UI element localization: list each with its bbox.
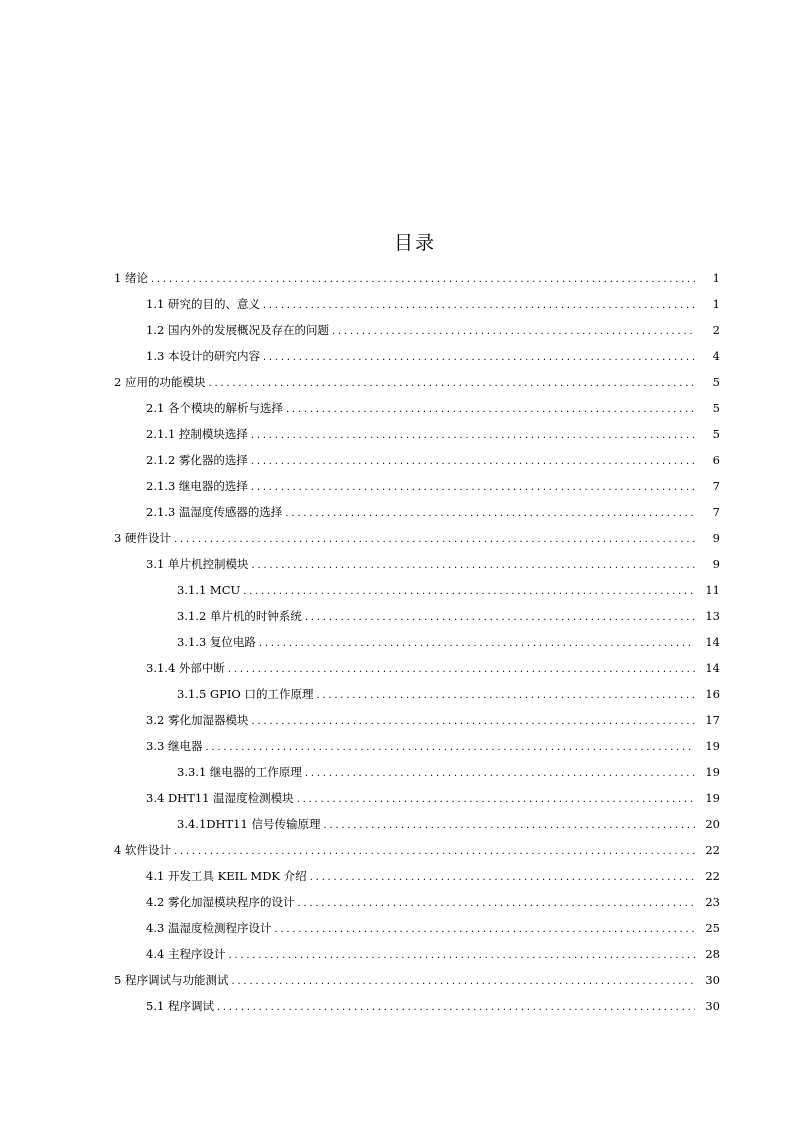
toc-entry-label: 3.3 继电器 — [146, 739, 203, 753]
toc-entry-label: 2.1.1 控制模块选择 — [146, 427, 248, 441]
toc-dot-leader — [263, 293, 695, 319]
toc-dot-leader — [251, 709, 695, 735]
toc-entry-label: 2.1.3 温湿度传感器的选择 — [146, 505, 283, 519]
toc-entry-page-number: 17 — [705, 713, 720, 727]
toc-dot-leader — [285, 501, 695, 527]
toc-entry-label: 5 程序调试与功能测试 — [114, 973, 229, 987]
toc-dot-leader — [228, 943, 695, 969]
toc-entry-page-number: 19 — [705, 739, 720, 753]
toc-entry-label: 3.4.1DHT11 信号传输原理 — [177, 817, 321, 831]
toc-entry-page-number: 19 — [705, 765, 720, 779]
toc-entry[interactable] — [114, 421, 720, 447]
toc-entry-page-number: 14 — [705, 661, 720, 675]
toc-entry[interactable] — [114, 265, 720, 291]
toc-entry-page-number: 5 — [712, 375, 720, 389]
toc-dot-leader — [259, 631, 695, 657]
toc-entry-label: 3 硬件设计 — [114, 531, 171, 545]
toc-dot-leader — [228, 657, 695, 683]
toc-entry[interactable] — [114, 395, 720, 421]
toc-entry-page-number: 2 — [712, 323, 720, 337]
toc-entry[interactable] — [114, 785, 720, 811]
table-of-contents — [114, 265, 720, 1019]
toc-dot-leader — [205, 735, 695, 761]
toc-entry-label: 3.1.5 GPIO 口的工作原理 — [177, 687, 314, 701]
toc-entry-page-number: 14 — [705, 635, 720, 649]
toc-entry-label: 1.3 本设计的研究内容 — [146, 349, 260, 363]
toc-entry-page-number: 9 — [712, 557, 720, 571]
toc-dot-leader — [151, 267, 695, 293]
toc-entry-page-number: 16 — [705, 687, 720, 701]
toc-entry-page-number: 11 — [705, 583, 720, 597]
toc-title: 目录 — [393, 232, 436, 254]
toc-entry[interactable] — [114, 499, 720, 525]
toc-entry[interactable] — [114, 889, 720, 915]
toc-entry-label: 3.2 雾化加湿器模块 — [146, 713, 249, 727]
toc-dot-leader — [251, 423, 695, 449]
toc-dot-leader — [251, 553, 695, 579]
toc-entry[interactable] — [114, 317, 720, 343]
toc-entry-page-number: 22 — [705, 869, 720, 883]
toc-entry-label: 4.1 开发工具 KEIL MDK 介绍 — [146, 869, 307, 883]
toc-entry-label: 4.2 雾化加湿模块程序的设计 — [146, 895, 295, 909]
toc-entry-page-number: 9 — [712, 531, 720, 545]
toc-entry-label: 4.4 主程序设计 — [146, 947, 226, 961]
toc-entry-page-number: 7 — [712, 505, 720, 519]
toc-entry-label: 2.1.3 继电器的选择 — [146, 479, 248, 493]
toc-entry-label: 3.3.1 继电器的工作原理 — [177, 765, 302, 779]
toc-entry[interactable] — [114, 343, 720, 369]
toc-entry[interactable] — [114, 941, 720, 967]
toc-entry-label: 2.1 各个模块的解析与选择 — [146, 401, 283, 415]
toc-dot-leader — [305, 605, 695, 631]
toc-dot-leader — [297, 891, 695, 917]
toc-entry-page-number: 30 — [705, 999, 720, 1013]
toc-entry-page-number: 25 — [705, 921, 720, 935]
toc-entry-label: 4 软件设计 — [114, 843, 171, 857]
toc-entry-label: 3.1.3 复位电路 — [177, 635, 256, 649]
toc-entry-page-number: 4 — [712, 349, 720, 363]
toc-entry-label: 1 绪论 — [114, 271, 148, 285]
toc-entry-page-number: 20 — [705, 817, 720, 831]
toc-dot-leader — [251, 475, 695, 501]
toc-entry-page-number: 22 — [705, 843, 720, 857]
toc-entry-label: 3.1.2 单片机的时钟系统 — [177, 609, 302, 623]
toc-entry-label: 4.3 温湿度检测程序设计 — [146, 921, 272, 935]
toc-dot-leader — [274, 917, 695, 943]
toc-entry-label: 1.2 国内外的发展概况及存在的问题 — [146, 323, 329, 337]
toc-entry-label: 3.1.1 MCU — [177, 583, 241, 597]
toc-entry-page-number: 30 — [705, 973, 720, 987]
toc-entry[interactable] — [114, 837, 720, 863]
toc-entry-label: 2 应用的功能模块 — [114, 375, 206, 389]
toc-entry[interactable] — [114, 369, 720, 395]
toc-entry[interactable] — [114, 447, 720, 473]
toc-dot-leader — [310, 865, 695, 891]
toc-entry[interactable] — [114, 603, 720, 629]
toc-entry-page-number: 5 — [712, 427, 720, 441]
toc-entry-page-number: 19 — [705, 791, 720, 805]
toc-dot-leader — [316, 683, 695, 709]
toc-dot-leader — [174, 839, 695, 865]
toc-entry-label: 5.1 程序调试 — [146, 999, 214, 1013]
toc-dot-leader — [243, 579, 695, 605]
toc-dot-leader — [217, 995, 695, 1021]
toc-entry[interactable] — [114, 291, 720, 317]
toc-dot-leader — [332, 319, 695, 345]
toc-entry-page-number: 13 — [705, 609, 720, 623]
toc-dot-leader — [286, 397, 695, 423]
toc-entry-label: 3.4 DHT11 温湿度检测模块 — [146, 791, 294, 805]
toc-entry-page-number: 7 — [712, 479, 720, 493]
toc-entry-label: 3.1.4 外部中断 — [146, 661, 225, 675]
toc-entry[interactable] — [114, 525, 720, 551]
toc-entry[interactable] — [114, 993, 720, 1019]
toc-dot-leader — [323, 813, 695, 839]
toc-entry[interactable] — [114, 707, 720, 733]
toc-entry[interactable] — [114, 473, 720, 499]
toc-entry[interactable] — [114, 863, 720, 889]
toc-entry[interactable] — [114, 629, 720, 655]
toc-entry-label: 1.1 研究的目的、意义 — [146, 297, 260, 311]
toc-entry-page-number: 6 — [712, 453, 720, 467]
toc-entry-page-number: 5 — [712, 401, 720, 415]
toc-entry[interactable] — [114, 655, 720, 681]
toc-entry[interactable] — [114, 811, 720, 837]
toc-entry[interactable] — [114, 551, 720, 577]
toc-dot-leader — [305, 761, 695, 787]
toc-entry-page-number: 1 — [712, 297, 720, 311]
toc-dot-leader — [231, 969, 695, 995]
toc-dot-leader — [263, 345, 695, 371]
toc-entry-page-number: 1 — [712, 271, 720, 285]
toc-entry[interactable] — [114, 577, 720, 603]
toc-entry-page-number: 28 — [705, 947, 720, 961]
toc-dot-leader — [251, 449, 695, 475]
toc-entry[interactable] — [114, 967, 720, 993]
toc-entry-page-number: 23 — [705, 895, 720, 909]
toc-entry[interactable] — [114, 733, 720, 759]
toc-dot-leader — [297, 787, 695, 813]
toc-entry[interactable] — [114, 681, 720, 707]
toc-dot-leader — [208, 371, 695, 397]
toc-entry[interactable] — [114, 759, 720, 785]
toc-entry-label: 2.1.2 雾化器的选择 — [146, 453, 248, 467]
toc-entry-label: 3.1 单片机控制模块 — [146, 557, 249, 571]
toc-dot-leader — [174, 527, 695, 553]
toc-entry[interactable] — [114, 915, 720, 941]
